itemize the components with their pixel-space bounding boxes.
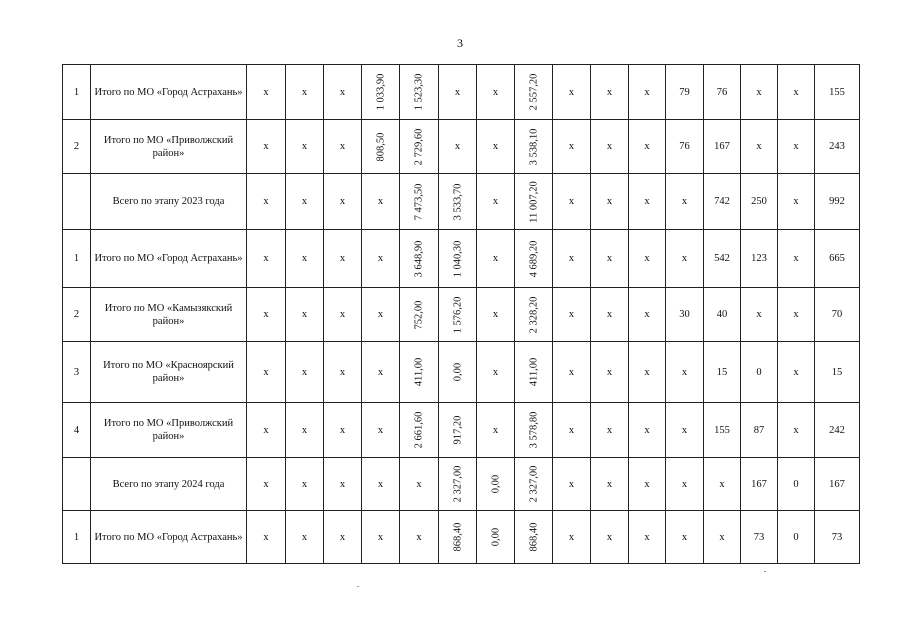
- count-cell: 123: [741, 230, 778, 288]
- value-cell: [515, 403, 553, 458]
- value-cell: [439, 511, 477, 564]
- row-name-cell: Итого по МО «Город Астрахань»: [91, 230, 247, 288]
- value-cell: [515, 65, 553, 120]
- table-row: [63, 458, 860, 511]
- count-cell: 73: [741, 511, 778, 564]
- placeholder-x-cell: x: [591, 458, 629, 511]
- rotated-value: 3 578,80: [528, 411, 539, 449]
- count-cell: 542: [704, 230, 741, 288]
- table-row: [63, 174, 860, 230]
- placeholder-x-cell: x: [247, 403, 286, 458]
- placeholder-x-cell: x: [286, 230, 324, 288]
- placeholder-x-cell: x: [591, 120, 629, 174]
- placeholder-x-cell: x: [778, 120, 815, 174]
- placeholder-x-cell: x: [778, 174, 815, 230]
- placeholder-x-cell: x: [477, 230, 515, 288]
- row-name-cell: Всего по этапу 2024 года: [91, 458, 247, 511]
- count-cell: 155: [704, 403, 741, 458]
- placeholder-x-cell: x: [591, 65, 629, 120]
- placeholder-x-cell: x: [477, 120, 515, 174]
- placeholder-x-cell: x: [324, 511, 362, 564]
- placeholder-x-cell: x: [247, 230, 286, 288]
- placeholder-x-cell: x: [666, 511, 704, 564]
- rotated-value: 2 661,60: [413, 411, 425, 449]
- placeholder-x-cell: x: [629, 65, 666, 120]
- count-cell: 0: [741, 342, 778, 403]
- placeholder-x-cell: x: [629, 174, 666, 230]
- count-cell: 30: [666, 288, 704, 342]
- placeholder-x-cell: x: [778, 403, 815, 458]
- placeholder-x-cell: x: [778, 288, 815, 342]
- rotated-value: 4 689,20: [528, 240, 539, 277]
- rotated-value: 1 523,30: [413, 73, 425, 111]
- placeholder-x-cell: x: [247, 65, 286, 120]
- value-cell: [515, 174, 553, 230]
- table-row: [63, 342, 860, 403]
- count-cell: 665: [815, 230, 860, 288]
- count-cell: 242: [815, 403, 860, 458]
- value-cell: [515, 458, 553, 511]
- placeholder-x-cell: x: [629, 288, 666, 342]
- placeholder-x-cell: x: [247, 174, 286, 230]
- placeholder-x-cell: x: [439, 120, 477, 174]
- row-index-cell: 1: [63, 230, 91, 288]
- placeholder-x-cell: x: [591, 288, 629, 342]
- count-cell: 79: [666, 65, 704, 120]
- value-cell: [400, 342, 439, 403]
- placeholder-x-cell: x: [553, 120, 591, 174]
- table-row: [63, 511, 860, 564]
- table-row: [63, 403, 860, 458]
- placeholder-x-cell: x: [666, 342, 704, 403]
- count-cell: 250: [741, 174, 778, 230]
- row-index-cell: [63, 174, 91, 230]
- count-cell: 243: [815, 120, 860, 174]
- value-cell: [439, 342, 477, 403]
- value-cell: [439, 403, 477, 458]
- scan-artifact: [764, 571, 766, 572]
- placeholder-x-cell: x: [778, 230, 815, 288]
- rotated-value: 1 576,20: [452, 296, 463, 333]
- placeholder-x-cell: x: [666, 230, 704, 288]
- placeholder-x-cell: x: [362, 458, 400, 511]
- rotated-value: 7 473,50: [413, 183, 425, 220]
- row-name-cell: Итого по МО «Город Астрахань»: [91, 65, 247, 120]
- value-cell: [515, 230, 553, 288]
- rotated-value: 11 007,20: [528, 180, 539, 223]
- placeholder-x-cell: x: [629, 230, 666, 288]
- rotated-value: 0,00: [490, 474, 501, 494]
- value-cell: [439, 288, 477, 342]
- placeholder-x-cell: x: [629, 511, 666, 564]
- rotated-value: 2 557,20: [528, 73, 539, 111]
- rotated-value: 3 538,10: [528, 128, 539, 165]
- row-index-cell: [63, 458, 91, 511]
- row-name-cell: Итого по МО «Камызякский район»: [91, 288, 247, 342]
- row-index-cell: 2: [63, 120, 91, 174]
- value-cell: [515, 120, 553, 174]
- row-name-cell: Итого по МО «Приволжский район»: [91, 403, 247, 458]
- scan-artifact: [357, 586, 359, 587]
- placeholder-x-cell: x: [286, 288, 324, 342]
- placeholder-x-cell: x: [247, 342, 286, 403]
- placeholder-x-cell: x: [324, 288, 362, 342]
- page-number: 3: [457, 36, 463, 50]
- row-name-cell: Всего по этапу 2023 года: [91, 174, 247, 230]
- data-table: [62, 64, 860, 564]
- rotated-value: 2 729,60: [413, 128, 425, 165]
- rotated-value: 411,00: [528, 357, 539, 387]
- value-cell: [400, 403, 439, 458]
- value-cell: [400, 288, 439, 342]
- count-cell: 40: [704, 288, 741, 342]
- placeholder-x-cell: x: [553, 342, 591, 403]
- count-cell: 0: [778, 511, 815, 564]
- placeholder-x-cell: x: [324, 342, 362, 403]
- value-cell: [515, 342, 553, 403]
- placeholder-x-cell: x: [400, 458, 439, 511]
- placeholder-x-cell: x: [324, 174, 362, 230]
- count-cell: 0: [778, 458, 815, 511]
- placeholder-x-cell: x: [553, 230, 591, 288]
- placeholder-x-cell: x: [324, 65, 362, 120]
- placeholder-x-cell: x: [477, 342, 515, 403]
- placeholder-x-cell: x: [741, 120, 778, 174]
- placeholder-x-cell: x: [362, 288, 400, 342]
- placeholder-x-cell: x: [286, 120, 324, 174]
- row-index-cell: 1: [63, 65, 91, 120]
- value-cell: [515, 511, 553, 564]
- row-index-cell: 4: [63, 403, 91, 458]
- rotated-value: 2 328,20: [528, 296, 539, 333]
- placeholder-x-cell: x: [247, 120, 286, 174]
- placeholder-x-cell: x: [477, 288, 515, 342]
- count-cell: 15: [815, 342, 860, 403]
- placeholder-x-cell: x: [286, 403, 324, 458]
- count-cell: 167: [741, 458, 778, 511]
- placeholder-x-cell: x: [324, 403, 362, 458]
- table-row: [63, 65, 860, 120]
- count-cell: 167: [815, 458, 860, 511]
- placeholder-x-cell: x: [553, 288, 591, 342]
- rotated-value: 2 327,00: [452, 465, 463, 503]
- placeholder-x-cell: x: [666, 174, 704, 230]
- placeholder-x-cell: x: [553, 511, 591, 564]
- rotated-value: 2 327,00: [528, 465, 539, 503]
- placeholder-x-cell: x: [591, 174, 629, 230]
- placeholder-x-cell: x: [741, 288, 778, 342]
- row-index-cell: 3: [63, 342, 91, 403]
- value-cell: [439, 230, 477, 288]
- placeholder-x-cell: x: [553, 65, 591, 120]
- value-cell: [400, 65, 439, 120]
- placeholder-x-cell: x: [666, 403, 704, 458]
- placeholder-x-cell: x: [362, 174, 400, 230]
- value-cell: [439, 458, 477, 511]
- count-cell: 167: [704, 120, 741, 174]
- count-cell: 15: [704, 342, 741, 403]
- rotated-value: 3 533,70: [452, 183, 463, 220]
- placeholder-x-cell: x: [247, 288, 286, 342]
- placeholder-x-cell: x: [629, 403, 666, 458]
- count-cell: 742: [704, 174, 741, 230]
- value-cell: [362, 65, 400, 120]
- placeholder-x-cell: x: [477, 403, 515, 458]
- placeholder-x-cell: x: [324, 458, 362, 511]
- placeholder-x-cell: x: [629, 120, 666, 174]
- placeholder-x-cell: x: [477, 174, 515, 230]
- rotated-value: 1 033,90: [375, 73, 386, 111]
- placeholder-x-cell: x: [324, 230, 362, 288]
- placeholder-x-cell: x: [362, 403, 400, 458]
- placeholder-x-cell: x: [778, 65, 815, 120]
- placeholder-x-cell: x: [553, 458, 591, 511]
- rotated-value: 1 040,30: [452, 240, 463, 277]
- count-cell: 76: [704, 65, 741, 120]
- placeholder-x-cell: x: [591, 342, 629, 403]
- count-cell: 76: [666, 120, 704, 174]
- value-cell: [400, 120, 439, 174]
- value-cell: [515, 288, 553, 342]
- table-body: [63, 65, 860, 564]
- placeholder-x-cell: x: [400, 511, 439, 564]
- row-name-cell: Итого по МО «Приволжский район»: [91, 120, 247, 174]
- table-row: [63, 230, 860, 288]
- value-cell: [400, 174, 439, 230]
- placeholder-x-cell: x: [439, 65, 477, 120]
- value-cell: [477, 511, 515, 564]
- rotated-value: 868,40: [528, 522, 539, 552]
- count-cell: 992: [815, 174, 860, 230]
- count-cell: 87: [741, 403, 778, 458]
- rotated-value: 3 648,90: [413, 240, 425, 277]
- table-row: [63, 120, 860, 174]
- rotated-value: 0,00: [452, 362, 463, 382]
- count-cell: 70: [815, 288, 860, 342]
- value-cell: [400, 230, 439, 288]
- placeholder-x-cell: x: [247, 458, 286, 511]
- placeholder-x-cell: x: [778, 342, 815, 403]
- placeholder-x-cell: x: [591, 403, 629, 458]
- value-cell: [439, 174, 477, 230]
- row-name-cell: Итого по МО «Город Астрахань»: [91, 511, 247, 564]
- placeholder-x-cell: x: [629, 342, 666, 403]
- placeholder-x-cell: x: [324, 120, 362, 174]
- placeholder-x-cell: x: [704, 511, 741, 564]
- rotated-value: 752,00: [413, 300, 425, 329]
- rotated-value: 917,20: [452, 415, 463, 445]
- count-cell: 155: [815, 65, 860, 120]
- row-index-cell: 1: [63, 511, 91, 564]
- placeholder-x-cell: x: [286, 458, 324, 511]
- placeholder-x-cell: x: [286, 174, 324, 230]
- placeholder-x-cell: x: [362, 511, 400, 564]
- count-cell: 73: [815, 511, 860, 564]
- rotated-value: 411,00: [413, 357, 425, 387]
- value-cell: [362, 120, 400, 174]
- placeholder-x-cell: x: [591, 230, 629, 288]
- placeholder-x-cell: x: [286, 342, 324, 403]
- placeholder-x-cell: x: [591, 511, 629, 564]
- placeholder-x-cell: x: [362, 230, 400, 288]
- placeholder-x-cell: x: [286, 511, 324, 564]
- placeholder-x-cell: x: [741, 65, 778, 120]
- placeholder-x-cell: x: [362, 342, 400, 403]
- rotated-value: 808,50: [375, 132, 386, 161]
- table-row: [63, 288, 860, 342]
- placeholder-x-cell: x: [629, 458, 666, 511]
- placeholder-x-cell: x: [553, 403, 591, 458]
- rotated-value: 0,00: [490, 527, 501, 547]
- placeholder-x-cell: x: [477, 65, 515, 120]
- placeholder-x-cell: x: [286, 65, 324, 120]
- placeholder-x-cell: x: [553, 174, 591, 230]
- placeholder-x-cell: x: [704, 458, 741, 511]
- row-index-cell: 2: [63, 288, 91, 342]
- value-cell: [477, 458, 515, 511]
- row-name-cell: Итого по МО «Красноярский район»: [91, 342, 247, 403]
- placeholder-x-cell: x: [666, 458, 704, 511]
- rotated-value: 868,40: [452, 522, 463, 552]
- placeholder-x-cell: x: [247, 511, 286, 564]
